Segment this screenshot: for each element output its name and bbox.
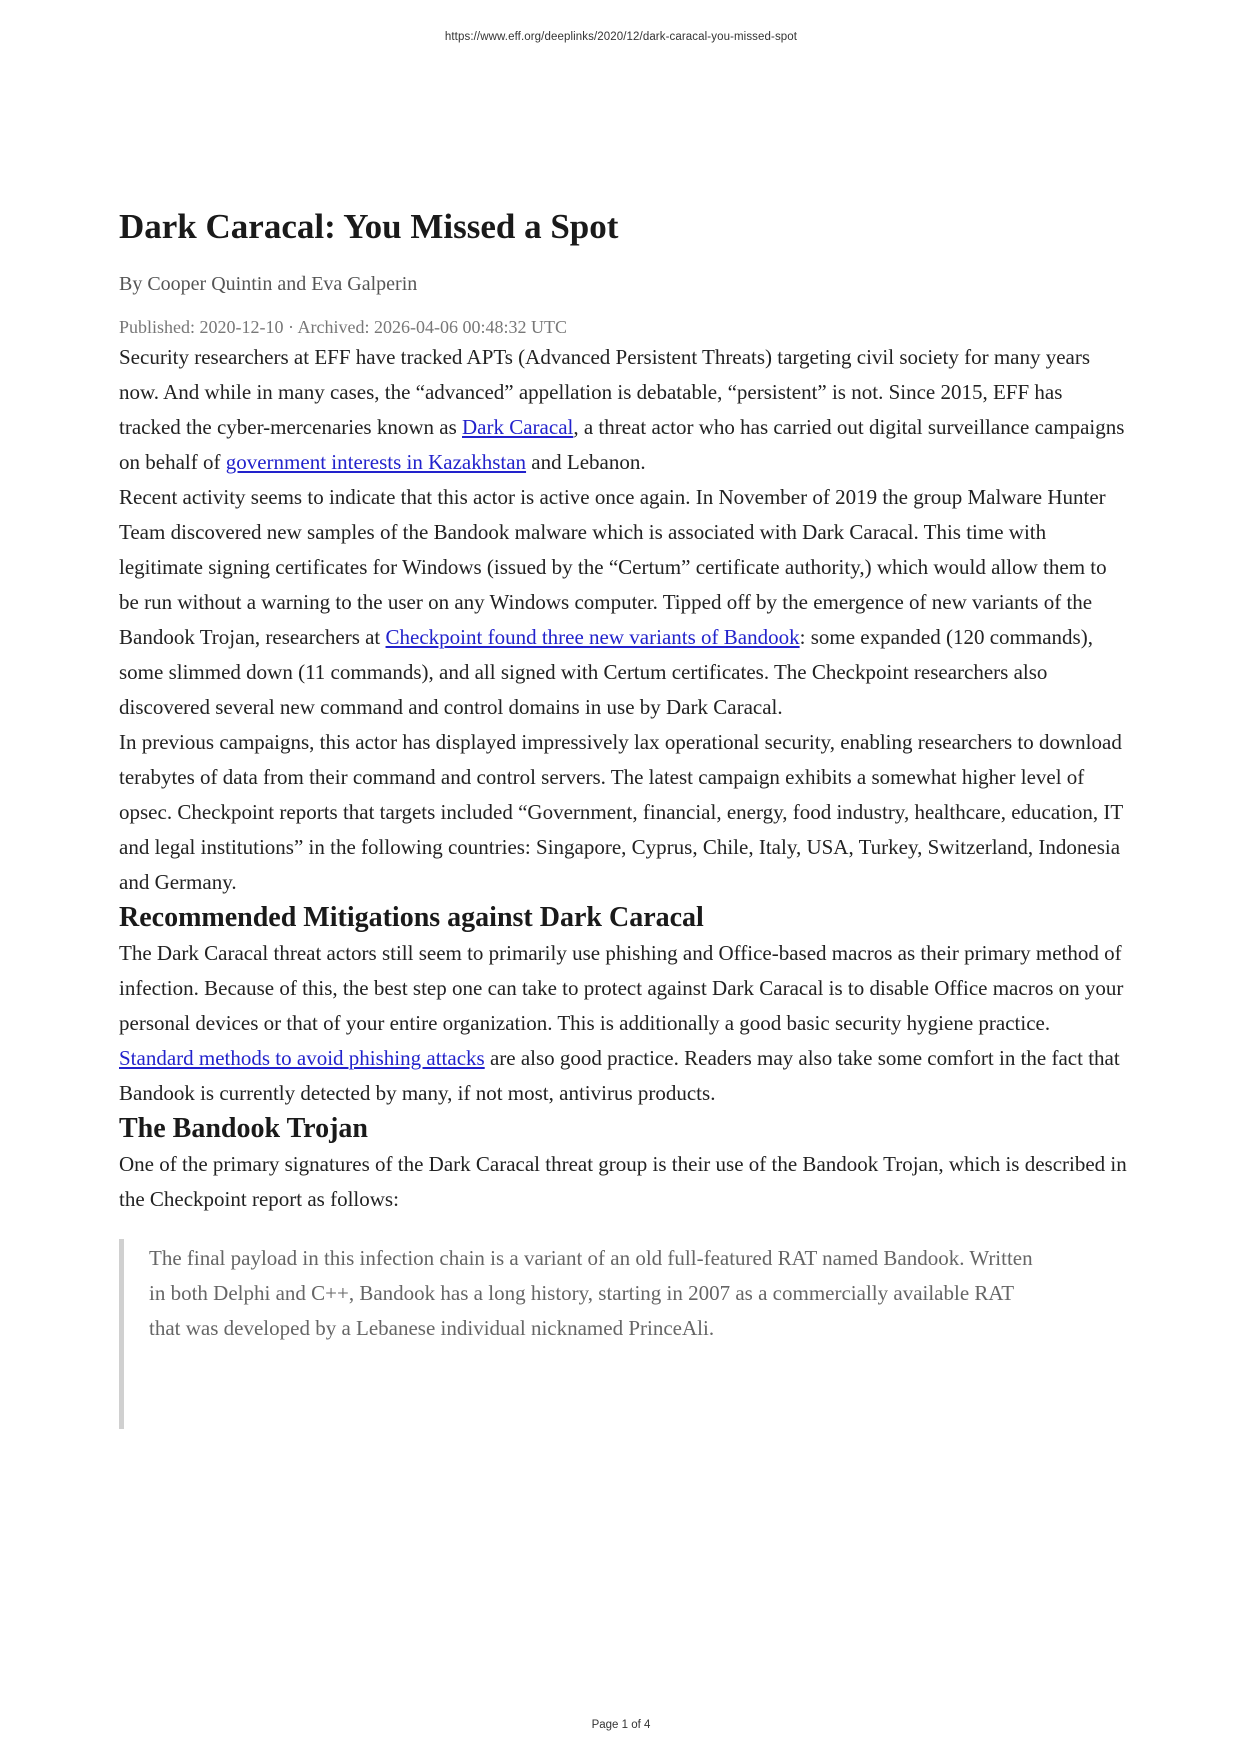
paragraph-previous-campaigns [119, 725, 1129, 900]
text-segment: In previous campaigns, this actor has displayed impressively lax operational security, enabling researchers to download terabytes of data from their command and control servers. The latest campaign exhibits a somewhat higher level of opsec. Checkpoint reports that targets included “Government, financial, energy, food industry, healthcare, education, IT and legal institutions” in the following countries: Singapore, Cyprus, Chile, Italy, USA, Turkey, Switzerland, Indonesia and Germany. [119, 730, 1123, 894]
link-avoid-phishing[interactable]: Standard methods to avoid phishing attacks [119, 1046, 485, 1070]
link-checkpoint-variants[interactable]: Checkpoint found three new variants of Bandook [385, 625, 800, 649]
text-segment: and Lebanon. [526, 450, 646, 474]
paragraph-bandook [119, 1147, 1129, 1217]
article-meta: Published: 2020-12-10 · Archived: 2026-04-06 00:48:32 UTC [119, 317, 567, 337]
quote-text: The final payload in this infection chain is a variant of an old full-featured RAT named Bandook. Written in both Delphi and C++, Bandook has a long history, starting in 2007 as a commercially available RAT that was developed by a Lebanese individual nicknamed PrinceAli. [149, 1246, 1033, 1340]
article-title: Dark Caracal: You Missed a Spot [119, 207, 619, 246]
paragraph-recent-activity [119, 480, 1129, 725]
text-segment: The Dark Caracal threat actors still seem to primarily use phishing and Office-based macros as their primary method of infection. Because of this, the best step one can take to protect against Dark Caracal is to disable Office macros on your personal devices or that of your entire organization. This is additionally a good basic security hygiene practice. [119, 941, 1124, 1035]
text-segment: , a threat actor who has carried out digital surveillance campaigns on behalf of [119, 415, 1125, 474]
heading-mitigations: Recommended Mitigations against Dark Caracal [119, 902, 704, 933]
text-segment: Recent activity seems to indicate that this actor is active once again. In November of 2019 the group Malware Hunter Team discovered new samples of the Bandook malware which is associated with Dark Caracal. This time with legitimate signing certificates for Windows (issued by the “Certum” certificate authority,) which would allow them to be run without a warning to the user on any Windows computer. Tipped off by the emergence of new variants of the Bandook Trojan, researchers at [119, 485, 1107, 649]
heading-bandook-trojan: The Bandook Trojan [119, 1113, 368, 1144]
paragraph-intro [119, 340, 1129, 480]
text-segment: One of the primary signatures of the Dark Caracal threat group is their use of the Bandook Trojan, which is described in the Checkpoint report as follows: [119, 1152, 1127, 1211]
link-government-interests-kazakhstan[interactable]: government interests in Kazakhstan [225, 450, 527, 474]
link-dark-caracal[interactable]: Dark Caracal [462, 415, 574, 439]
page-indicator: Page 1 of 4 [591, 1719, 651, 1731]
text-segment: : some expanded (120 commands), some slimmed down (11 commands), and all signed with Certum certificates. The Checkpoint researchers also discovered several new command and control domains in use by Dark Caracal. [119, 625, 1093, 719]
page-url: https://www.eff.org/deeplinks/2020/12/dark-caracal-you-missed-spot [444, 31, 798, 43]
text-segment: Security researchers at EFF have tracked APTs (Advanced Persistent Threats) targeting civil society for many years now. And while in many cases, the “advanced” appellation is debatable, “persistent” is not. Since 2015, EFF has tracked the cyber-mercenaries known as [119, 345, 1091, 439]
article-byline: By Cooper Quintin and Eva Galperin [119, 273, 418, 295]
article [119, 206, 1129, 1429]
paragraph-mitigations [119, 936, 1129, 1111]
checkpoint-quote [119, 1239, 1129, 1429]
text-segment: are also good practice. Readers may also take some comfort in the fact that Bandook is currently detected by many, if not most, antivirus products. [119, 1046, 1120, 1105]
